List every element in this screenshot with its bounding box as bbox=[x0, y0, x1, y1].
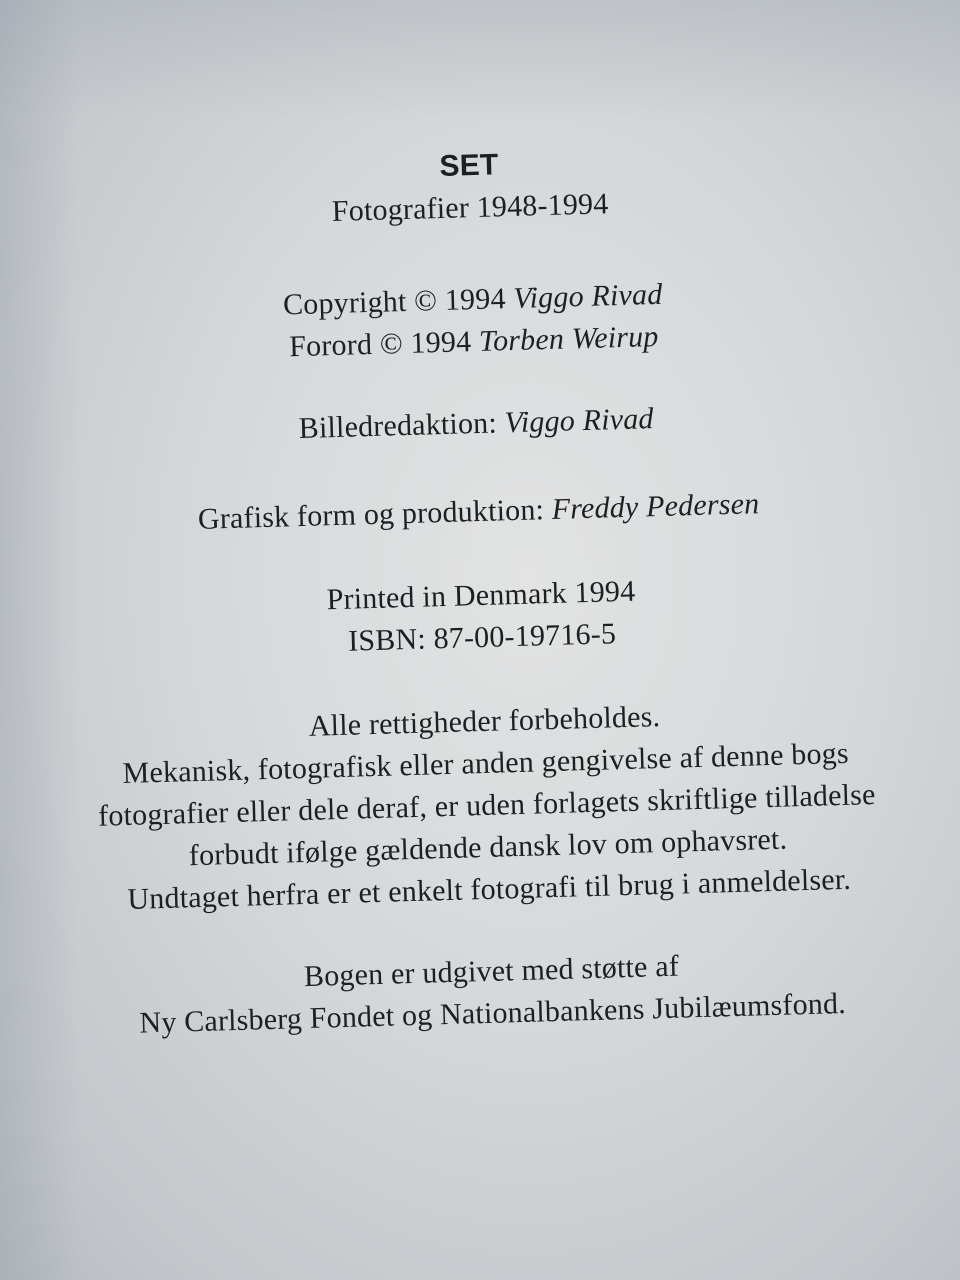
foreword-name: Torben Weirup bbox=[478, 319, 659, 358]
book-title: SET bbox=[439, 148, 499, 183]
rights-line: Mekanisk, fotografisk eller anden gengivelse af denne bogs bbox=[122, 736, 850, 791]
foreword-prefix: Forord © 1994 bbox=[288, 324, 480, 364]
rights-line: forbudt ifølge gældende dansk lov om ophavsret. bbox=[188, 822, 788, 873]
rights-line: fotografier eller dele deraf, er uden forlagets skriftlige tilladelse bbox=[97, 778, 876, 833]
book-subtitle: Fotografier 1948-1994 bbox=[331, 187, 609, 228]
picture-editing-line bbox=[0, 393, 957, 456]
support-line: Bogen er udgivet med støtte af bbox=[303, 949, 680, 994]
design-label: Grafisk form og produktion: bbox=[197, 492, 553, 536]
design-line bbox=[0, 481, 959, 544]
copyright-prefix: Copyright © 1994 bbox=[282, 281, 514, 322]
rights-line: Alle rettigheder forbeholdes. bbox=[308, 700, 661, 743]
printed-line: Printed in Denmark 1994 bbox=[326, 574, 636, 617]
picture-editing-label: Billedredaktion: bbox=[298, 406, 506, 446]
isbn-line: ISBN: 87-00-19716-5 bbox=[347, 617, 617, 658]
copyright-name: Viggo Rivad bbox=[512, 277, 663, 315]
support-line: Ny Carlsberg Fondet og Nationalbankens Jubilæumsfond. bbox=[139, 986, 847, 1040]
picture-editing-name: Viggo Rivad bbox=[504, 402, 655, 440]
rights-line: Undtaget herfra er et enkelt fotografi til brug i anmeldelser. bbox=[126, 862, 852, 916]
design-name: Freddy Pedersen bbox=[551, 487, 760, 526]
